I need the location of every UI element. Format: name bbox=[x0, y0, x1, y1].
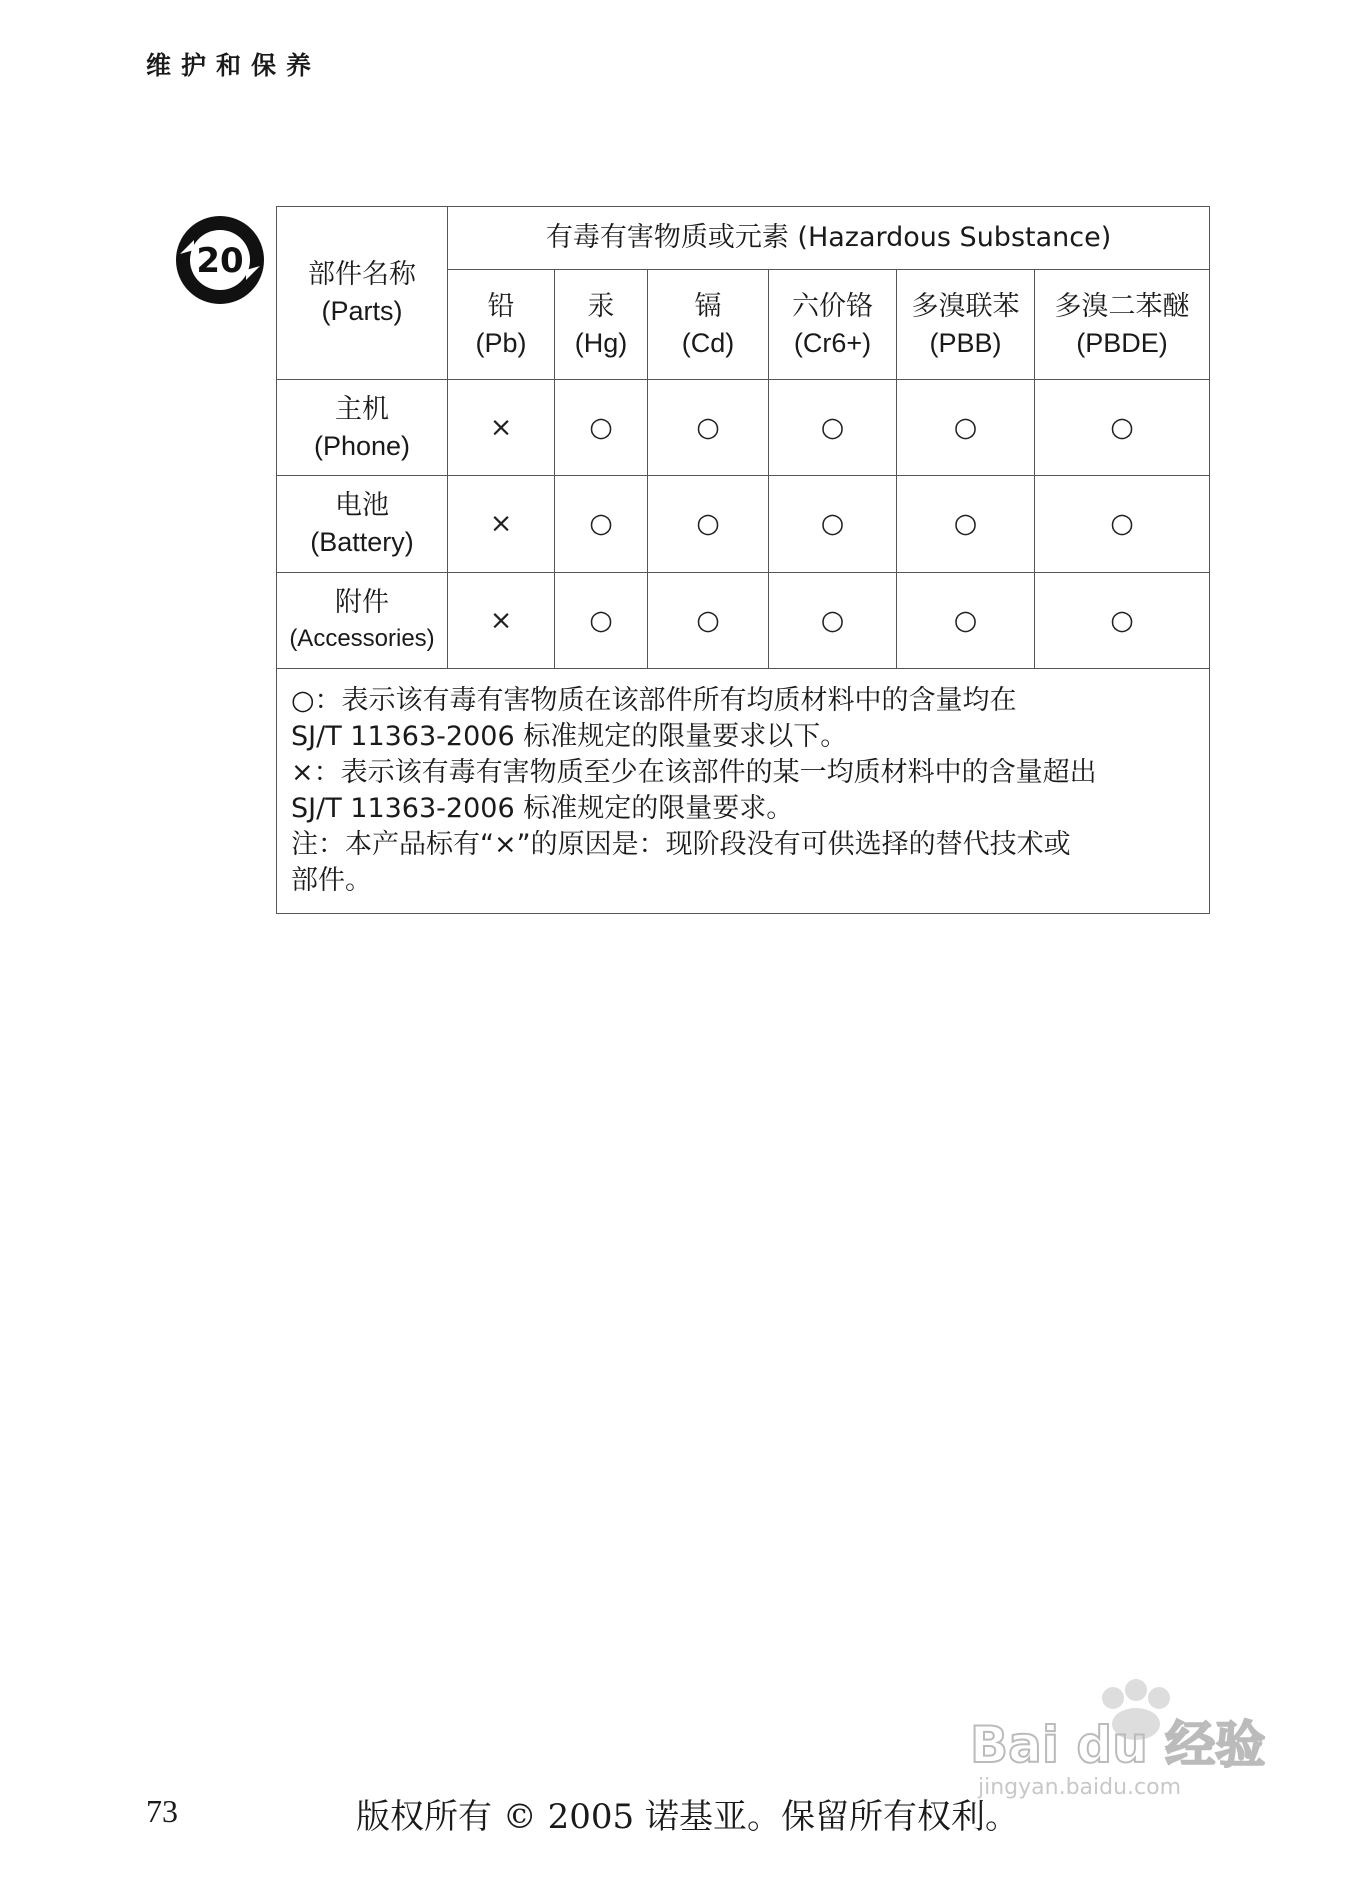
substance-header-cell bbox=[448, 270, 555, 380]
substance-cn: 多溴联苯 bbox=[911, 290, 1020, 322]
value-cell: ○ bbox=[769, 476, 897, 573]
substance-header-cell bbox=[648, 270, 769, 380]
substance-header-cell bbox=[1035, 270, 1210, 380]
part-name-en: (Battery) bbox=[310, 527, 414, 557]
environment-protection-period-logo bbox=[174, 214, 266, 306]
table-row bbox=[277, 380, 1210, 476]
value-cell: × bbox=[448, 380, 555, 476]
substance-en: (Pb) bbox=[475, 327, 527, 358]
watermark-url: jingyan.baidu.com bbox=[978, 1775, 1182, 1800]
table-row bbox=[277, 573, 1210, 669]
value-cell: × bbox=[448, 573, 555, 669]
value-cell: ○ bbox=[897, 573, 1035, 669]
substance-header: 有毒有害物质或元素 (Hazardous Substance) bbox=[448, 207, 1210, 270]
section-title: 维护和保养 bbox=[146, 51, 322, 80]
part-name-en: (Accessories) bbox=[289, 624, 435, 652]
substance-en: (Cr6+) bbox=[793, 327, 872, 358]
value-cell: ○ bbox=[897, 476, 1035, 573]
parts-header-en: (Parts) bbox=[321, 296, 403, 326]
substance-cn: 汞 bbox=[587, 290, 615, 322]
copyright-notice: 版权所有 © 2005 诺基亚。保留所有权利。 bbox=[356, 1797, 1019, 1837]
notes-row bbox=[277, 669, 1210, 914]
note-line: ○：表示该有毒有害物质在该部件所有均质材料中的含量均在 bbox=[291, 685, 1017, 716]
value-cell: ○ bbox=[769, 573, 897, 669]
value-cell: ○ bbox=[555, 573, 648, 669]
note-line: ×：表示该有毒有害物质至少在该部件的某一均质材料中的含量超出 bbox=[291, 757, 1097, 788]
part-name-cn: 附件 bbox=[335, 586, 389, 618]
table-row bbox=[277, 476, 1210, 573]
part-name-cell bbox=[277, 573, 448, 669]
hazardous-substance-table bbox=[276, 206, 1210, 914]
watermark-text: Bai du 经验 bbox=[970, 1716, 1266, 1774]
part-name-en: (Phone) bbox=[313, 430, 411, 461]
parts-header-cell bbox=[277, 207, 448, 380]
value-cell: ○ bbox=[648, 573, 769, 669]
note-line: 注：本产品标有“×”的原因是：现阶段没有可供选择的替代技术或 bbox=[291, 829, 1071, 860]
notes-cell bbox=[277, 669, 1210, 914]
substance-header-cell bbox=[769, 270, 897, 380]
page-number: 73 bbox=[146, 1793, 178, 1829]
value-cell: ○ bbox=[1035, 380, 1210, 476]
parts-header-cn: 部件名称 bbox=[308, 259, 416, 290]
substance-cn: 镉 bbox=[694, 290, 722, 322]
value-cell: ○ bbox=[769, 380, 897, 476]
note-line: SJ/T 11363-2006 标准规定的限量要求。 bbox=[291, 793, 794, 824]
value-cell: ○ bbox=[648, 380, 769, 476]
substance-en: (PBDE) bbox=[1076, 327, 1168, 358]
substance-header-cell bbox=[555, 270, 648, 380]
part-name-cn: 电池 bbox=[335, 490, 389, 521]
value-cell: ○ bbox=[555, 380, 648, 476]
value-cell: ○ bbox=[1035, 573, 1210, 669]
substance-cn: 六价铬 bbox=[792, 290, 873, 322]
baidu-watermark bbox=[968, 1676, 1286, 1804]
value-cell: × bbox=[448, 476, 555, 573]
value-cell: ○ bbox=[1035, 476, 1210, 573]
value-cell: ○ bbox=[555, 476, 648, 573]
value-cell: ○ bbox=[648, 476, 769, 573]
part-name-cn: 主机 bbox=[335, 393, 389, 425]
substance-en: (Cd) bbox=[681, 327, 735, 358]
substance-en: (PBB) bbox=[929, 327, 1002, 358]
logo-number: 20 bbox=[196, 241, 244, 281]
substance-cn: 多溴二苯醚 bbox=[1054, 290, 1190, 322]
note-line: 部件。 bbox=[291, 865, 372, 896]
part-name-cell bbox=[277, 380, 448, 476]
substance-header-cell bbox=[897, 270, 1035, 380]
substance-cn: 铅 bbox=[487, 290, 515, 322]
note-line: SJ/T 11363-2006 标准规定的限量要求以下。 bbox=[291, 721, 848, 752]
substance-en: (Hg) bbox=[574, 327, 628, 358]
value-cell: ○ bbox=[897, 380, 1035, 476]
part-name-cell bbox=[277, 476, 448, 573]
